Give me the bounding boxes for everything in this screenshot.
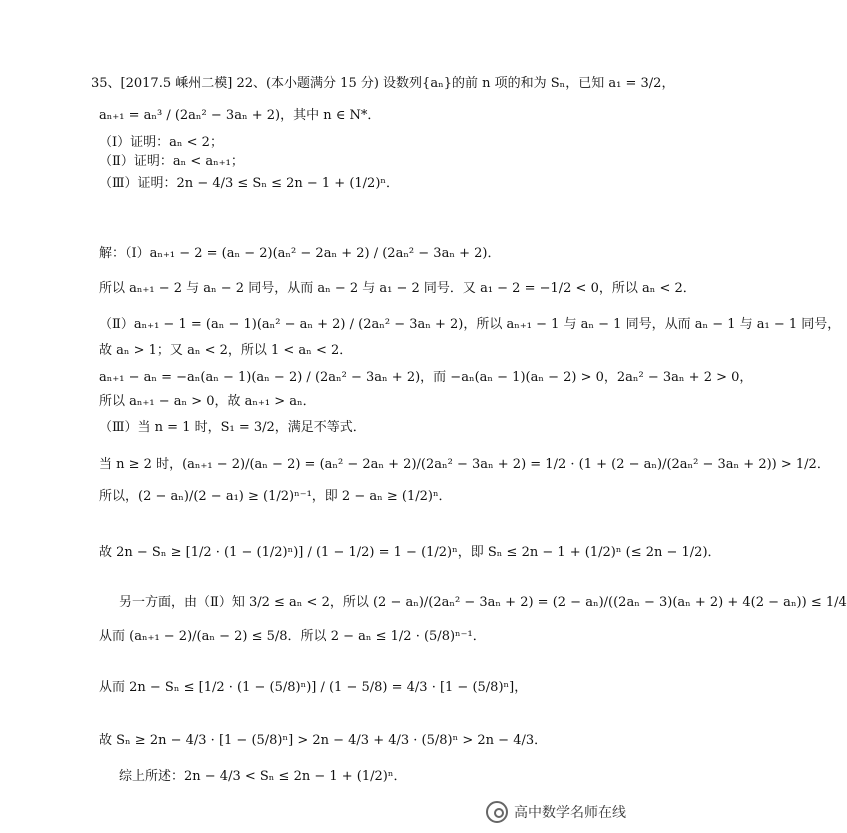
text-line: （Ⅱ）证明：aₙ < aₙ₊₁； bbox=[99, 154, 244, 169]
text-line: （Ⅰ）证明：aₙ < 2； bbox=[99, 135, 223, 150]
text-line: 35、[2017.5 嵊州二模] 22、(本小题满分 15 分) 设数列{aₙ}的前 n 项的和为 Sₙ，已知 a₁ = 3/2， bbox=[91, 76, 675, 91]
text-line: 故 2n − Sₙ ≥ [1/2 · (1 − (1/2)ⁿ)] / (1 − 1/2) = 1 − (1/2)ⁿ，即 Sₙ ≤ 2n − 1 + (1/2)ⁿ (≤ 2n − 1/2)． bbox=[99, 545, 721, 560]
text-line: 另一方面，由（Ⅱ）知 3/2 ≤ aₙ < 2，所以 (2 − aₙ)/(2aₙ² − 3aₙ + 2) = (2 − aₙ)/((2aₙ − 3)(aₙ + 2) + 4(2 − aₙ)) ≤ 1/4 bbox=[119, 595, 847, 610]
text-line: 从而 (aₙ₊₁ − 2)/(aₙ − 2) ≤ 5/8．所以 2 − aₙ ≤ 1/2 · (5/8)ⁿ⁻¹． bbox=[99, 629, 486, 644]
wechat-icon bbox=[486, 801, 508, 823]
text-line: aₙ₊₁ − aₙ = −aₙ(aₙ − 1)(aₙ − 2) / (2aₙ² − 3aₙ + 2)，而 −aₙ(aₙ − 1)(aₙ − 2) > 0，2aₙ² − 3aₙ + 2 > 0， bbox=[99, 370, 753, 385]
text-line: 故 Sₙ ≥ 2n − 4/3 · [1 − (5/8)ⁿ] > 2n − 4/3 + 4/3 · (5/8)ⁿ > 2n − 4/3． bbox=[99, 733, 548, 748]
text-line: （Ⅱ）aₙ₊₁ − 1 = (aₙ − 1)(aₙ² − aₙ + 2) / (2aₙ² − 3aₙ + 2)，所以 aₙ₊₁ − 1 与 aₙ − 1 同号，从而 aₙ − 1 与 a₁ − 1 同号， bbox=[99, 317, 841, 332]
text-line: 解：（Ⅰ）aₙ₊₁ − 2 = (aₙ − 2)(aₙ² − 2aₙ + 2) / (2aₙ² − 3aₙ + 2)． bbox=[99, 246, 501, 261]
text-line: 所以 aₙ₊₁ − aₙ > 0，故 aₙ₊₁ > aₙ． bbox=[99, 394, 316, 409]
text-line: 故 aₙ > 1；又 aₙ < 2，所以 1 < aₙ < 2． bbox=[99, 343, 353, 358]
watermark-text: 高中数学名师在线 bbox=[514, 805, 626, 821]
text-line: （Ⅲ）证明：2n − 4/3 ≤ Sₙ ≤ 2n − 1 + (1/2)ⁿ． bbox=[99, 176, 400, 191]
text-line: 所以 aₙ₊₁ − 2 与 aₙ − 2 同号，从而 aₙ − 2 与 a₁ − 2 同号．又 a₁ − 2 = −1/2 < 0，所以 aₙ < 2． bbox=[99, 281, 696, 296]
text-line: 当 n ≥ 2 时，(aₙ₊₁ − 2)/(aₙ − 2) = (aₙ² − 2aₙ + 2)/(2aₙ² − 3aₙ + 2) = 1/2 · (1 + (2 − aₙ)/(2aₙ² − 3aₙ + 2)) > 1/2． bbox=[99, 457, 830, 472]
text-line: 从而 2n − Sₙ ≤ [1/2 · (1 − (5/8)ⁿ)] / (1 − 5/8) = 4/3 · [1 − (5/8)ⁿ]， bbox=[99, 680, 528, 695]
text-line: 综上所述：2n − 4/3 < Sₙ ≤ 2n − 1 + (1/2)ⁿ． bbox=[119, 769, 407, 784]
text-line: aₙ₊₁ = aₙ³ / (2aₙ² − 3aₙ + 2)，其中 n ∈ N*． bbox=[99, 108, 381, 123]
text-line: （Ⅲ）当 n = 1 时，S₁ = 3/2，满足不等式． bbox=[99, 420, 366, 435]
watermark bbox=[486, 801, 626, 823]
text-line: 所以，(2 − aₙ)/(2 − a₁) ≥ (1/2)ⁿ⁻¹，即 2 − aₙ ≥ (1/2)ⁿ． bbox=[99, 489, 452, 504]
